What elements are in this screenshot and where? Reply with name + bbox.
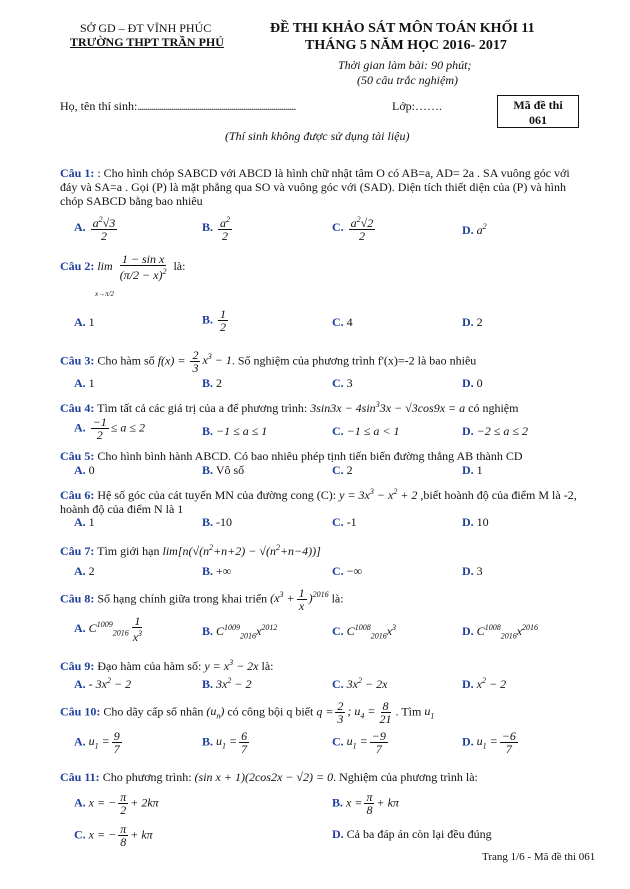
page-footer: Trang 1/6 - Mã đề thi 061 bbox=[482, 851, 596, 863]
q8-option-c: C. $C^{1008}_{2016}x^3$ bbox=[332, 623, 397, 641]
name-field: Họ, tên thí sinh:............................................................................... bbox=[60, 99, 296, 113]
q2-option-c: C. 4 bbox=[332, 315, 353, 329]
exam-code-box bbox=[497, 95, 579, 128]
q11-option-d: D. Cả ba đáp án còn lại đều đúng bbox=[332, 827, 492, 841]
q6-option-a: A. 1 bbox=[74, 515, 95, 529]
q5-option-c: C. 2 bbox=[332, 463, 353, 477]
q10-option-a: A. $u_1$ = $\frac{9}{7}$ bbox=[74, 729, 120, 756]
exam-code-label: Mã đề thi bbox=[513, 98, 563, 112]
q2-limit-sub: x→π/2 bbox=[95, 290, 115, 298]
q3-option-c: C. 3 bbox=[332, 376, 353, 390]
q5-option-a: A. 0 bbox=[74, 463, 95, 477]
question-6: Câu 6: Hệ số góc của cát tuyến MN của đường cong (C): $y = 3x^3 - x^2 + 2$ ,biết hoành độ của điểm M là -2, hoành độ của điểm N là 1 bbox=[60, 487, 577, 516]
q8-option-d: D. $C^{1008}_{2016}x^{2016}$ bbox=[462, 623, 539, 641]
q4-option-d: D. −2 ≤ a ≤ 2 bbox=[462, 424, 528, 438]
q2-option-a: A. 1 bbox=[74, 315, 95, 329]
q10-option-d: D. $u_1$ = $\frac{-6}{7}$ bbox=[462, 729, 516, 756]
q3-option-d: D. 0 bbox=[462, 376, 483, 390]
question-count: (50 câu trắc nghiệm) bbox=[357, 73, 458, 87]
question-9: Câu 9: Đạo hàm của hàm số: $y = x^3 - 2x$ là: bbox=[60, 658, 274, 673]
q1-option-a: A. $\frac{a^2√3}{2}$ bbox=[74, 215, 116, 243]
q8-option-a: A. $C^{1009}_{2016}$ $\frac{1}{x^3}$ bbox=[74, 614, 143, 644]
q6-option-d: D. 10 bbox=[462, 515, 489, 529]
q6-option-c: C. -1 bbox=[332, 515, 357, 529]
exam-title: ĐỀ THI KHẢO SÁT MÔN TOÁN KHỐI 11 bbox=[270, 21, 535, 36]
q5-option-d: D. 1 bbox=[462, 463, 483, 477]
dept-name: SỞ GD – ĐT VĨNH PHÚC bbox=[80, 21, 212, 35]
exam-subtitle: THÁNG 5 NĂM HỌC 2016- 2017 bbox=[305, 38, 507, 53]
q9-option-b: B. $3x^2 - 2$ bbox=[202, 676, 252, 691]
q11-option-b: B. x = $\frac{\pi}{8}$ + kπ bbox=[332, 790, 399, 817]
question-2: Câu 2: lim $\frac{\text{1 − sin x}}{(\pi/2 - x)^2}$ là: bbox=[60, 252, 186, 282]
question-1: Câu 1: : Cho hình chóp SABCD với ABCD là hình chữ nhật tâm O có AB=a, AD= 2a . SA vuông góc với đáy và SA=a . Gọi (P) là mặt phẳng qua SO và vuông góc với (SAD). Diện tích thiết diện của (P) và hình chóp SABCD bằng bao nhiêu bbox=[60, 166, 570, 208]
q1-option-d: D. $a^2$ bbox=[462, 222, 487, 237]
q3-option-a: A. 1 bbox=[74, 376, 95, 390]
exam-code-value: 061 bbox=[529, 113, 547, 127]
instruction-note: (Thí sinh không được sử dụng tài liệu) bbox=[225, 129, 410, 143]
q1-option-c: C. $\frac{a^2√2}{2}$ bbox=[332, 215, 374, 243]
q10-option-c: C. $u_1$ = $\frac{-9}{7}$ bbox=[332, 729, 386, 756]
q7-option-b: B. +∞ bbox=[202, 564, 232, 578]
q4-option-a: A. $\frac{-1}{2}$ ≤ a ≤ 2 bbox=[74, 415, 145, 442]
question-3: Câu 3: Cho hàm số f(x) = $\frac{2}{3}$ $x^3 - 1$. Số nghiệm của phương trình f'(x)=-2 là bao nhiêu bbox=[60, 348, 477, 375]
q7-option-d: D. 3 bbox=[462, 564, 483, 578]
q2-option-d: D. 2 bbox=[462, 315, 483, 329]
q1-option-b: B. $\frac{a^2}{2}$ bbox=[202, 215, 231, 243]
q4-option-b: B. −1 ≤ a ≤ 1 bbox=[202, 424, 268, 438]
question-10: Câu 10: Cho dãy cấp số nhân $(u_n)$ có công bội q biết q = $\frac{2}{3}$ ; $u_4$ = $\frac{8}{21}$ . Tìm $u_1$ bbox=[60, 699, 435, 726]
class-field: Lớp:……. bbox=[392, 99, 443, 113]
q6-option-b: B. -10 bbox=[202, 515, 233, 529]
question-11: Câu 11: Cho phương trình: (sin x + 1)(2cos2x − √2) = 0. Nghiệm của phương trình là: bbox=[60, 770, 478, 784]
q7-option-a: A. 2 bbox=[74, 564, 95, 578]
q9-option-d: D. $x^2 - 2$ bbox=[462, 676, 507, 691]
q9-option-c: C. $3x^2 - 2x$ bbox=[332, 676, 388, 691]
q10-option-b: B. $u_1$ = $\frac{6}{7}$ bbox=[202, 729, 248, 756]
exam-time: Thời gian làm bài: 90 phút; bbox=[338, 58, 472, 72]
q9-option-a: A. - $3x^2 - 2$ bbox=[74, 676, 132, 691]
q2-option-b: B. $\frac{1}{2}$ bbox=[202, 307, 227, 334]
q11-option-a: A. x = − $\frac{\pi}{2}$ + 2kπ bbox=[74, 790, 159, 817]
question-4: Câu 4: Tìm tất cả các giá trị của a để phương trình: $3\sin 3x - 4\sin^33x - √3\cos 9x = a$ có nghiệm bbox=[60, 400, 519, 415]
q4-option-c: C. −1 ≤ a < 1 bbox=[332, 424, 400, 438]
school-name: TRƯỜNG THPT TRẦN PHÚ bbox=[70, 35, 224, 49]
q5-option-b: B. Vô số bbox=[202, 463, 245, 477]
q8-option-b: B. $C^{1009}_{2016}x^{2012}$ bbox=[202, 623, 278, 641]
q11-option-c: C. x = − $\frac{\pi}{8}$ + kπ bbox=[74, 822, 153, 849]
question-8: Câu 8: Số hạng chính giữa trong khai triển ($x^3$ + $\frac{1}{x}$ )$^{2016}$ là: bbox=[60, 586, 344, 613]
question-7: Câu 7: Tìm giới hạn $\lim[n(√(n^2+n+2) - √(n^2+n-4))]$ bbox=[60, 543, 321, 558]
question-5: Câu 5: Cho hình bình hành ABCD. Có bao nhiêu phép tịnh tiến biến đường thẳng AB thành CD bbox=[60, 449, 523, 463]
q7-option-c: C. −∞ bbox=[332, 564, 362, 578]
q3-option-b: B. 2 bbox=[202, 376, 223, 390]
